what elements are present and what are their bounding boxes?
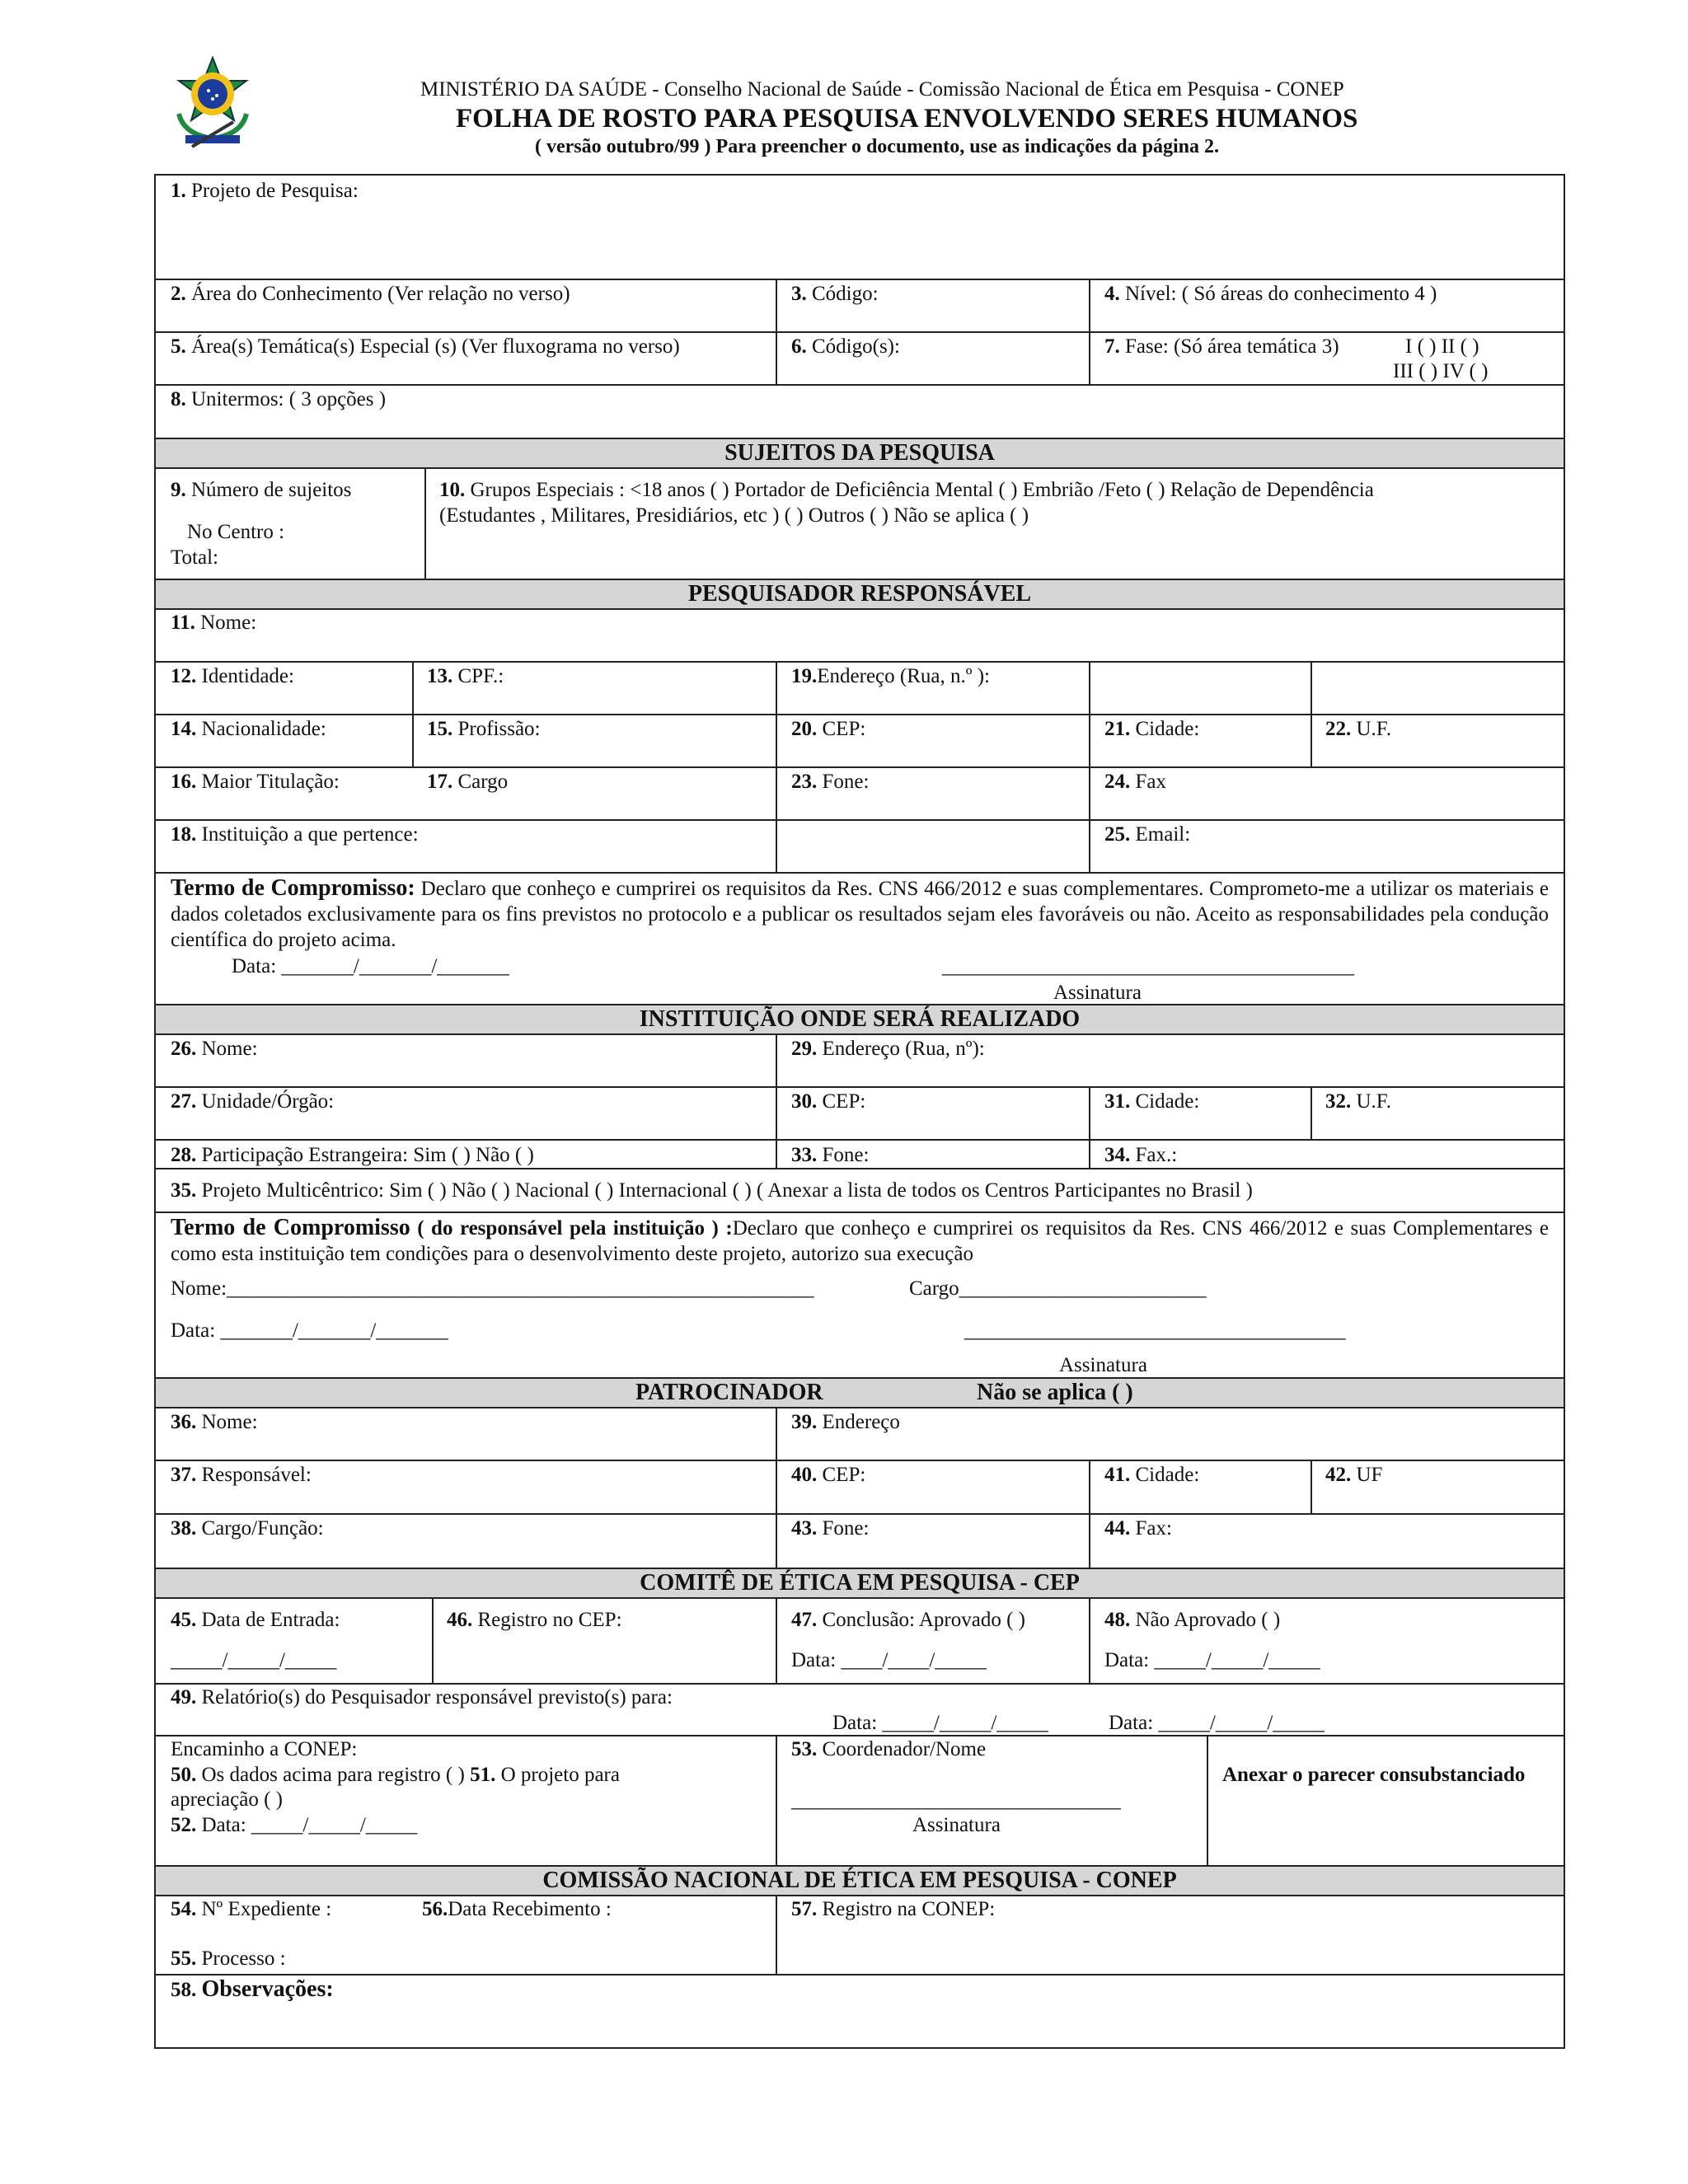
field-patrocinador-uf[interactable]: 42. UF [1325, 1464, 1383, 1486]
section-bar-patrocinador [156, 1378, 1564, 1407]
ministry-line: MINISTÉRIO DA SAÚDE - Conselho Nacional de Saúde - Comissão Nacional de Ética em Pesquisa - CONEP [420, 78, 1344, 101]
conclusao-data[interactable]: Data: ____/____/_____ [791, 1649, 987, 1671]
termo1-signature-label: Assinatura [1053, 982, 1142, 1004]
field-patrocinador-responsavel[interactable]: 37. Responsável: [171, 1464, 312, 1486]
field-unidade-orgao[interactable]: 27. Unidade/Órgão: [171, 1090, 335, 1113]
field-email[interactable]: 25. Email: [1104, 823, 1191, 846]
field-uf[interactable]: 22. U.F. [1325, 718, 1391, 740]
field-instituicao-uf[interactable]: 32. U.F. [1325, 1090, 1391, 1113]
field-participacao-estrangeira[interactable]: 28. Participação Estrangeira: Sim ( ) Não ( ) [171, 1144, 534, 1166]
field-area-conhecimento[interactable]: 2. Área do Conhecimento (Ver relação no verso) [171, 283, 570, 305]
rule [776, 1735, 777, 1865]
rule [776, 279, 777, 384]
brazil-coat-of-arms-logo [167, 56, 258, 151]
coordenador-signature-line[interactable]: ________________________________ [791, 1789, 1121, 1811]
fase-options-1[interactable]: I ( ) II ( ) [1405, 335, 1479, 358]
rule [154, 608, 1565, 610]
fase-options-2[interactable]: III ( ) IV ( ) [1393, 360, 1489, 382]
rule [776, 1033, 777, 1168]
termo2-signature-line[interactable]: _____________________________________ [964, 1319, 1346, 1342]
field-patrocinador-cep[interactable]: 40. CEP: [791, 1464, 866, 1486]
rule [154, 1895, 1565, 1896]
section-title-conep: COMISSÃO NACIONAL DE ÉTICA EM PESQUISA - CONEP [542, 1868, 1177, 1893]
termo2-data[interactable]: Data: _______/_______/_______ [171, 1319, 448, 1342]
field-endereco[interactable]: 19.Endereço (Rua, n.º ): [791, 665, 991, 687]
field-pesquisador-nome[interactable]: 11. Nome: [171, 612, 257, 634]
field-maior-titulacao[interactable]: 16. Maior Titulação: [171, 771, 340, 793]
field-area-tematica[interactable]: 5. Área(s) Temática(s) Especial (s) (Ver fluxograma no verso) [171, 335, 680, 358]
field-identidade[interactable]: 12. Identidade: [171, 665, 294, 687]
termo2-cargo[interactable]: Cargo________________________ [909, 1277, 1207, 1300]
field-total[interactable]: Total: [171, 546, 218, 569]
rule [154, 467, 1565, 469]
field-grupos-especiais[interactable]: 10. Grupos Especiais : <18 anos ( ) Portador de Deficiência Mental ( ) Embrião /Feto ( ) Relação de Dependência [439, 479, 1374, 501]
rule [1311, 1086, 1312, 1139]
rule [154, 1460, 1565, 1461]
field-patrocinador-fone[interactable]: 43. Fone: [791, 1517, 870, 1540]
field-instituicao-fone[interactable]: 33. Fone: [791, 1144, 870, 1166]
rule [154, 384, 1565, 386]
rule [776, 1407, 777, 1568]
rule [776, 1895, 777, 1974]
relatorio-data-1[interactable]: Data: _____/_____/_____ [832, 1712, 1048, 1734]
section-title-pesquisador: PESQUISADOR RESPONSÁVEL [687, 581, 1032, 607]
rule [1089, 1597, 1090, 1683]
rule [1089, 1460, 1090, 1568]
termo1-signature-line[interactable]: ________________________________________ [942, 955, 1354, 977]
field-no-centro[interactable]: No Centro : [187, 521, 285, 543]
field-cidade[interactable]: 21. Cidade: [1104, 718, 1200, 740]
field-unitermos[interactable]: 8. Unitermos: ( 3 opções ) [171, 388, 387, 410]
rule [154, 1086, 1565, 1088]
rule [154, 1377, 1565, 1379]
field-fax[interactable]: 24. Fax [1104, 771, 1166, 793]
field-patrocinador-cargo[interactable]: 38. Cargo/Função: [171, 1517, 324, 1540]
termo2-signature-label: Assinatura [1059, 1354, 1147, 1376]
termo-compromisso-instituicao: Termo de Compromisso ( do responsável pela instituição ) :Declaro que conheço e cumprirei os requisitos da Res. CNS 466/2012 e suas Complementares e como esta instituição tem condições para o desenvolvimento deste projeto, autorizo sua execução [171, 1215, 1549, 1265]
field-fase[interactable]: 7. Fase: (Só área temática 3) [1104, 335, 1339, 358]
rule [424, 467, 426, 579]
anexar-parecer: Anexar o parecer consubstanciado [1222, 1764, 1526, 1786]
field-processo[interactable]: 55. Processo : [171, 1947, 286, 1970]
section-title-sujeitos: SUJEITOS DA PESQUISA [724, 440, 995, 466]
rule [154, 1139, 1565, 1141]
rule [154, 1974, 1565, 1975]
field-projeto-pesquisa[interactable]: 1. Projeto de Pesquisa: [171, 180, 359, 202]
rule [154, 714, 1565, 715]
field-patrocinador-fax[interactable]: 44. Fax: [1104, 1517, 1172, 1540]
field-numero-expediente[interactable]: 54. Nº Expediente : [171, 1898, 332, 1920]
section-title-cep: COMITÊ DE ÉTICA EM PESQUISA - CEP [640, 1570, 1080, 1596]
termo2-nome[interactable]: Nome:_________________________________________________________ [171, 1277, 814, 1300]
rule [1089, 279, 1090, 384]
field-codigos[interactable]: 6. Código(s): [791, 335, 900, 358]
field-codigo[interactable]: 3. Código: [791, 283, 879, 305]
rule [154, 1033, 1565, 1035]
field-conclusao-aprovado[interactable]: 47. Conclusão: Aprovado ( ) [791, 1609, 1025, 1631]
rule [154, 279, 1565, 280]
rule [1207, 1735, 1208, 1865]
field-relatorios[interactable]: 49. Relatório(s) do Pesquisador responsável previsto(s) para: [171, 1686, 673, 1708]
field-cargo[interactable]: 17. Cargo [427, 771, 509, 793]
rule [154, 872, 1565, 874]
section-patrocinador-nao-aplica: Não se aplica ( ) [977, 1380, 1133, 1405]
section-title-patrocinador: PATROCINADOR [635, 1380, 823, 1405]
field-projeto-multicentrico[interactable]: 35. Projeto Multicêntrico: Sim ( ) Não ( ) Nacional ( ) Internacional ( ) ( Anexar a lista de todos os Centros Participantes no Brasil ) [171, 1179, 1253, 1202]
rule [154, 1513, 1565, 1515]
field-patrocinador-nome[interactable]: 36. Nome: [171, 1411, 258, 1433]
rule [154, 1597, 1565, 1599]
rule [154, 1407, 1565, 1408]
field-grupos-especiais-2[interactable]: (Estudantes , Militares, Presidiários, etc ) ( ) Outros ( ) Não se aplica ( ) [439, 504, 1029, 527]
field-patrocinador-endereco[interactable]: 39. Endereço [791, 1411, 900, 1433]
rule [1311, 1460, 1312, 1513]
field-nacionalidade[interactable]: 14. Nacionalidade: [171, 718, 326, 740]
field-encaminho-data[interactable]: 52. Data: _____/_____/_____ [171, 1814, 418, 1836]
rule [1311, 661, 1312, 766]
rule [154, 1212, 1565, 1213]
field-instituicao-fax[interactable]: 34. Fax.: [1104, 1144, 1178, 1166]
rule [154, 1168, 1565, 1169]
field-instituicao-nome[interactable]: 26. Nome: [171, 1038, 258, 1060]
rule [154, 766, 1565, 768]
field-instituicao-endereco[interactable]: 29. Endereço (Rua, nº): [791, 1038, 985, 1060]
form-subtitle: ( versão outubro/99 ) Para preencher o documento, use as indicações da página 2. [535, 136, 1220, 157]
field-coordenador[interactable]: 53. Coordenador/Nome [791, 1738, 987, 1760]
field-cpf[interactable]: 13. CPF.: [427, 665, 504, 687]
rule [776, 1597, 777, 1683]
field-fone[interactable]: 23. Fone: [791, 771, 870, 793]
nao-aprovado-data[interactable]: Data: _____/_____/_____ [1104, 1649, 1320, 1671]
form-title: FOLHA DE ROSTO PARA PESQUISA ENVOLVENDO SERES HUMANOS [456, 104, 1358, 134]
encaminho-conep: Encaminho a CONEP: [171, 1738, 358, 1760]
rule [154, 1683, 1565, 1685]
field-instituicao-cep[interactable]: 30. CEP: [791, 1090, 866, 1113]
field-data-recebimento[interactable]: 56.Data Recebimento : [422, 1898, 612, 1920]
field-observacoes[interactable]: 58. Observações: [171, 1976, 334, 2002]
rule [776, 661, 777, 872]
field-instituicao-cidade[interactable]: 31. Cidade: [1104, 1090, 1200, 1113]
field-nivel[interactable]: 4. Nível: ( Só áreas do conhecimento 4 ) [1104, 283, 1437, 305]
termo1-data[interactable]: Data: _______/_______/_______ [232, 955, 509, 977]
field-registro-conep[interactable]: 57. Registro na CONEP: [791, 1898, 996, 1920]
field-dados-registro[interactable]: 50. Os dados acima para registro ( ) 51. O projeto para [171, 1764, 620, 1786]
rule [432, 1597, 434, 1683]
rule [154, 819, 1565, 821]
rule [154, 661, 1565, 663]
field-registro-cep[interactable]: 46. Registro no CEP: [447, 1609, 622, 1631]
field-apreciacao[interactable]: apreciação ( ) [171, 1788, 283, 1811]
relatorio-data-2[interactable]: Data: _____/_____/_____ [1109, 1712, 1325, 1734]
field-nao-aprovado[interactable]: 48. Não Aprovado ( ) [1104, 1609, 1281, 1631]
field-data-entrada[interactable]: 45. Data de Entrada: [171, 1609, 340, 1631]
rule [1089, 1086, 1090, 1168]
section-title-instituicao: INSTITUIÇÃO ONDE SERÁ REALIZADO [639, 1006, 1081, 1032]
coordenador-signature-label: Assinatura [912, 1814, 1001, 1836]
field-patrocinador-cidade[interactable]: 41. Cidade: [1104, 1464, 1200, 1486]
rule [1089, 661, 1090, 872]
field-instituicao-pertence[interactable]: 18. Instituição a que pertence: [171, 823, 419, 846]
field-numero-sujeitos[interactable]: 9. Número de sujeitos [171, 479, 352, 501]
data-entrada-value[interactable]: _____/_____/_____ [171, 1649, 337, 1671]
rule [154, 331, 1565, 333]
field-profissao[interactable]: 15. Profissão: [427, 718, 541, 740]
termo-compromisso-pesquisador: Termo de Compromisso: Declaro que conheço e cumprirei os requisitos da Res. CNS 466/2012 e suas complementares. Comprometo-me a utilizar os materiais e dados coletados exclusivamente para os fins previstos no protocolo e a publicar os resultados sejam eles favoráveis ou não. Aceito as responsabilidades pela condução científica do projeto acima. [171, 875, 1550, 951]
rule [412, 661, 414, 766]
field-cep[interactable]: 20. CEP: [791, 718, 866, 740]
